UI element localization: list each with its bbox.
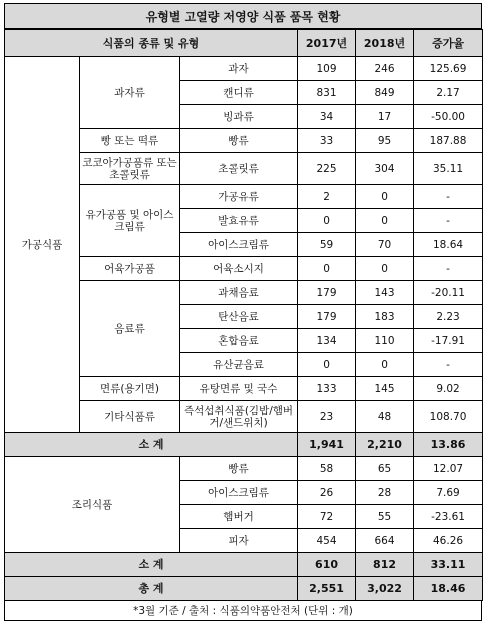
item-cell: 유산균음료 (180, 353, 298, 377)
header-rate: 증가율 (414, 30, 483, 57)
item-cell: 어육소시지 (180, 257, 298, 281)
value-2017: 58 (298, 457, 356, 481)
value-rate: -20.11 (414, 281, 483, 305)
value-2018: 143 (356, 281, 414, 305)
item-cell: 초콜릿류 (180, 153, 298, 185)
value-2017: 23 (298, 401, 356, 433)
table-row (5, 457, 483, 481)
value-rate: 2.23 (414, 305, 483, 329)
value-2017: 2,551 (298, 577, 356, 601)
value-2017: 34 (298, 105, 356, 129)
value-2017: 225 (298, 153, 356, 185)
item-cell: 아이스크림류 (180, 233, 298, 257)
value-rate: 108.70 (414, 401, 483, 433)
value-rate: 13.86 (414, 433, 483, 457)
item-cell: 피자 (180, 529, 298, 553)
value-2018: 28 (356, 481, 414, 505)
value-2018: 246 (356, 57, 414, 81)
table-title: 유형별 고열량 저영양 식품 품목 현황 (4, 3, 482, 29)
item-cell: 과채음료 (180, 281, 298, 305)
item-cell: 아이스크림류 (180, 481, 298, 505)
item-cell: 빵류 (180, 457, 298, 481)
header-2017: 2017년 (298, 30, 356, 57)
value-2018: 849 (356, 81, 414, 105)
value-2018: 0 (356, 185, 414, 209)
value-2017: 59 (298, 233, 356, 257)
group-dairy: 유가공품 및 아이스크림류 (80, 185, 180, 257)
value-2017: 133 (298, 377, 356, 401)
value-2017: 33 (298, 129, 356, 153)
subtotal-label: 소 계 (5, 553, 298, 577)
source-note: *3월 기준 / 출처 : 식품의약품안전처 (단위 : 개) (4, 601, 482, 621)
value-2017: 109 (298, 57, 356, 81)
item-cell: 캔디류 (180, 81, 298, 105)
value-2017: 454 (298, 529, 356, 553)
value-rate: 125.69 (414, 57, 483, 81)
value-2018: 0 (356, 353, 414, 377)
group-cooked: 조리식품 (5, 457, 180, 553)
value-rate: 18.46 (414, 577, 483, 601)
header-2018: 2018년 (356, 30, 414, 57)
group-bread: 빵 또는 떡류 (80, 129, 180, 153)
table-row (5, 57, 483, 81)
value-2017: 0 (298, 209, 356, 233)
value-2017: 0 (298, 257, 356, 281)
value-2018: 55 (356, 505, 414, 529)
value-rate: - (414, 353, 483, 377)
value-2017: 610 (298, 553, 356, 577)
value-rate: 9.02 (414, 377, 483, 401)
value-2018: 95 (356, 129, 414, 153)
item-cell: 탄산음료 (180, 305, 298, 329)
value-rate: 2.17 (414, 81, 483, 105)
value-2017: 134 (298, 329, 356, 353)
value-2017: 0 (298, 353, 356, 377)
value-rate: - (414, 185, 483, 209)
value-rate: -23.61 (414, 505, 483, 529)
total-row (5, 577, 483, 601)
value-2018: 2,210 (356, 433, 414, 457)
value-2017: 2 (298, 185, 356, 209)
group-cocoa: 코코아가공품류 또는 초콜릿류 (80, 153, 180, 185)
value-rate: 7.69 (414, 481, 483, 505)
value-2018: 304 (356, 153, 414, 185)
subtotal-row (5, 553, 483, 577)
value-2018: 0 (356, 209, 414, 233)
group-meat: 어육가공품 (80, 257, 180, 281)
value-rate: 35.11 (414, 153, 483, 185)
value-2018: 3,022 (356, 577, 414, 601)
item-cell: 가공유류 (180, 185, 298, 209)
value-2017: 179 (298, 281, 356, 305)
group-snack: 과자류 (80, 57, 180, 129)
group-drink: 음료류 (80, 281, 180, 377)
value-rate: -50.00 (414, 105, 483, 129)
data-table (4, 29, 483, 601)
value-2018: 0 (356, 257, 414, 281)
subtotal-row (5, 433, 483, 457)
value-2017: 1,941 (298, 433, 356, 457)
value-2018: 48 (356, 401, 414, 433)
item-cell: 햄버거 (180, 505, 298, 529)
value-rate: -17.91 (414, 329, 483, 353)
item-cell: 빵류 (180, 129, 298, 153)
value-rate: 46.26 (414, 529, 483, 553)
group-other: 기타식품류 (80, 401, 180, 433)
header-type: 식품의 종류 및 유형 (5, 30, 298, 57)
group-processed: 가공식품 (5, 57, 80, 433)
table-container (4, 3, 482, 621)
value-2018: 145 (356, 377, 414, 401)
group-noodle: 면류(용기면) (80, 377, 180, 401)
value-2018: 183 (356, 305, 414, 329)
value-2017: 179 (298, 305, 356, 329)
value-2018: 17 (356, 105, 414, 129)
value-rate: - (414, 209, 483, 233)
value-2018: 70 (356, 233, 414, 257)
value-rate: - (414, 257, 483, 281)
value-2017: 72 (298, 505, 356, 529)
value-2017: 26 (298, 481, 356, 505)
total-label: 총 계 (5, 577, 298, 601)
item-cell: 유탕면류 및 국수 (180, 377, 298, 401)
value-rate: 33.11 (414, 553, 483, 577)
value-2018: 65 (356, 457, 414, 481)
value-2018: 110 (356, 329, 414, 353)
value-rate: 18.64 (414, 233, 483, 257)
header-row (5, 30, 483, 57)
item-cell: 빙과류 (180, 105, 298, 129)
item-cell: 발효유류 (180, 209, 298, 233)
value-rate: 187.88 (414, 129, 483, 153)
item-cell: 즉석섭취식품(김밥/햄버거/샌드위치) (180, 401, 298, 433)
item-cell: 혼합음료 (180, 329, 298, 353)
item-cell: 과자 (180, 57, 298, 81)
value-2018: 812 (356, 553, 414, 577)
value-2017: 831 (298, 81, 356, 105)
subtotal-label: 소 계 (5, 433, 298, 457)
value-2018: 664 (356, 529, 414, 553)
value-rate: 12.07 (414, 457, 483, 481)
